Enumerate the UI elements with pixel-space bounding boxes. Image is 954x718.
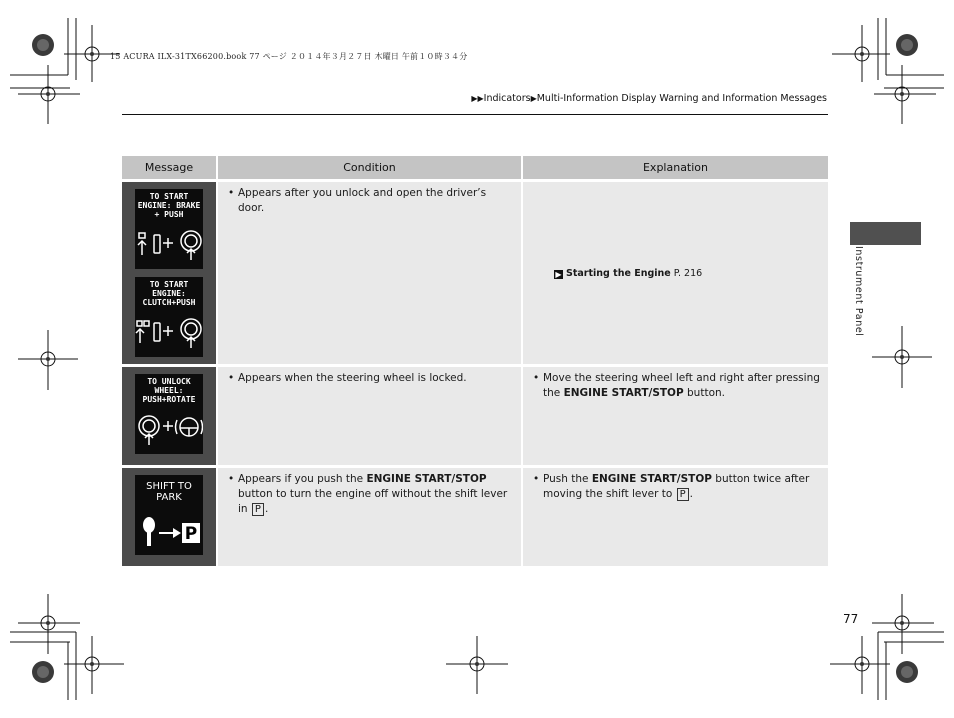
header-rule (122, 114, 828, 115)
shift-lever-to-park-icon (135, 515, 203, 551)
display-screen-brake-push (135, 189, 203, 269)
clutch-pedal-plus-push-button-icon (135, 317, 203, 351)
table-row (122, 467, 828, 566)
breadcrumb-item-current: Multi-Information Display Warning and Information Messages (536, 93, 827, 104)
display-screen-unlock-wheel (135, 374, 203, 454)
book-file-header: 15 ACURA ILX-31TX66200.book 77 ページ ２０１４年３月２７日 木曜日 午前１０時３４分 (110, 52, 468, 61)
condition-text (228, 472, 515, 517)
condition-cell (217, 467, 522, 566)
chapter-tab (850, 222, 921, 245)
condition-cell (217, 366, 522, 467)
explanation-part: button. (683, 387, 725, 399)
park-position-symbol: P (677, 488, 689, 501)
button-name: ENGINE START/STOP (366, 473, 487, 485)
screen-text: SHIFT TO PARK (146, 481, 192, 503)
explanation-part: . (689, 488, 693, 500)
explanation-text (533, 472, 822, 502)
button-name: ENGINE START/STOP (591, 473, 712, 485)
column-header-message: Message (122, 156, 217, 181)
page-number: 77 (843, 612, 859, 626)
column-header-condition: Condition (217, 156, 522, 181)
explanation-cell (522, 467, 828, 566)
explanation-cell (522, 181, 828, 366)
message-table (122, 156, 828, 566)
explanation-cell (522, 366, 828, 467)
table-row (122, 366, 828, 467)
message-cell (122, 181, 217, 366)
double-triangle-icon: ▶▶ (471, 94, 484, 103)
table-row (122, 181, 828, 366)
column-header-explanation: Explanation (522, 156, 828, 181)
table-header-row (122, 156, 828, 181)
condition-text: • Appears after you unlock and open the driver’s door. (228, 186, 515, 216)
condition-part: . (264, 503, 269, 515)
park-position-symbol: P (252, 503, 264, 516)
screen-text: TO UNLOCK WHEEL: PUSH+ROTATE (142, 377, 196, 404)
cross-reference-link[interactable] (554, 266, 702, 281)
screen-text: TO START ENGINE: CLUTCH+PUSH (142, 280, 196, 307)
message-cell (122, 467, 217, 566)
reference-label: Starting the Engine (566, 268, 671, 279)
brake-pedal-plus-push-button-icon (135, 229, 203, 263)
explanation-text (533, 371, 822, 401)
triangle-icon: ▶ (530, 94, 537, 103)
breadcrumb (471, 93, 827, 104)
display-screen-shift-park (135, 475, 203, 555)
reference-page: P. 216 (673, 268, 703, 279)
button-name: ENGINE START/STOP (563, 387, 684, 399)
reference-arrow-icon: ▶ (555, 270, 562, 279)
chapter-tab-label: Instrument Panel (853, 246, 864, 337)
condition-cell (217, 181, 522, 366)
screen-text: TO START ENGINE: BRAKE + PUSH (137, 192, 201, 219)
explanation-part: Push the (543, 473, 592, 485)
condition-text: • Appears when the steering wheel is locked. (228, 371, 515, 386)
display-screen-clutch-push (135, 277, 203, 357)
svg-text:P: P (184, 524, 198, 544)
explanation-part: Move the steering wheel left and right after pressing the (543, 372, 820, 399)
breadcrumb-item-indicators[interactable]: Indicators (483, 93, 531, 104)
push-button-plus-steering-wheel-icon (135, 414, 203, 448)
condition-part: button to turn the engine off without the shift lever in (238, 488, 508, 515)
explanation-part: button twice after moving the shift lever to (543, 473, 810, 500)
message-cell (122, 366, 217, 467)
condition-part: Appears if you push the (238, 473, 367, 485)
